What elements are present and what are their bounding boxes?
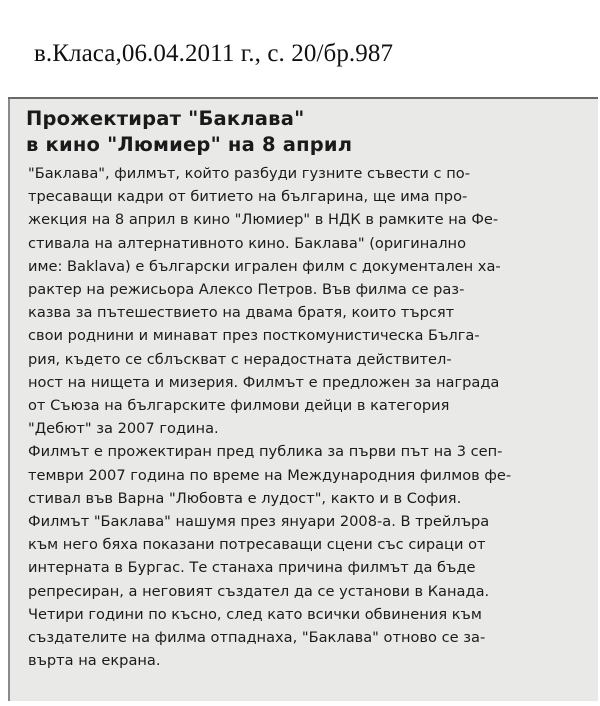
article-headline bbox=[26, 106, 352, 158]
body-line: тември 2007 година по време на Международния филмов фе- bbox=[28, 466, 512, 484]
body-line: от Съюза на българските филмови дейци в категория bbox=[28, 397, 450, 415]
body-line: "Дебют" за 2007 година. bbox=[28, 420, 219, 438]
headline-line: в кино "Люмиер" на 8 април bbox=[26, 133, 353, 156]
body-line: тресаващи кадри от битието на българина, ще има про- bbox=[28, 188, 468, 206]
article-body bbox=[28, 162, 590, 672]
body-line: "Баклава", филмът, който разбуди гузните съвести с по- bbox=[28, 165, 470, 182]
body-line: Филмът е прожектиран пред публика за първи път на 3 сеп- bbox=[28, 443, 503, 461]
body-line: рактер на режисьора Алексо Петров. Във филма се раз- bbox=[28, 281, 465, 299]
body-line: свои роднини и минават през посткомунистическа Бълга- bbox=[28, 327, 480, 345]
body-line: стивала на алтернативното кино. Баклава" (оригинално bbox=[28, 234, 466, 252]
body-line: върта на екрана. bbox=[28, 652, 161, 670]
body-line: репресиран, а неговият създател да се установи в Канада. bbox=[28, 582, 490, 600]
body-line: име: Baklava) е български игрален филм с документален ха- bbox=[28, 257, 501, 275]
publication-reference: в.Класа,06.04.2011 г., с. 20/бр.987 bbox=[34, 40, 394, 67]
body-line: стивал във Варна "Любовта е лудост", както и в София. bbox=[28, 489, 462, 507]
body-line: създателите на филма отпаднаха, "Баклава" отново се за- bbox=[28, 629, 486, 647]
headline-line: Прожектират "Баклава" bbox=[26, 107, 305, 130]
clipping-border bbox=[8, 99, 10, 701]
body-line: Филмът "Баклава" нашумя през януари 2008-а. В трейлъра bbox=[28, 513, 490, 531]
body-line: Четири години по късно, след като всички обвинения към bbox=[28, 605, 482, 623]
body-line: жекция на 8 април в кино "Люмиер" в НДК в рамките на Фе- bbox=[28, 211, 499, 229]
body-line: казва за пътешествието на двама братя, които търсят bbox=[28, 304, 455, 322]
newspaper-clipping bbox=[8, 97, 598, 701]
body-line: към него бяха показани потресаващи сцени със сираци от bbox=[28, 536, 486, 554]
body-line: интерната в Бургас. Те станаха причина филмът да бъде bbox=[28, 559, 476, 577]
body-line: рия, където се сблъскват с нерадостната действител- bbox=[28, 350, 452, 368]
body-line: ност на нищета и мизерия. Филмът е предложен за награда bbox=[28, 373, 500, 391]
